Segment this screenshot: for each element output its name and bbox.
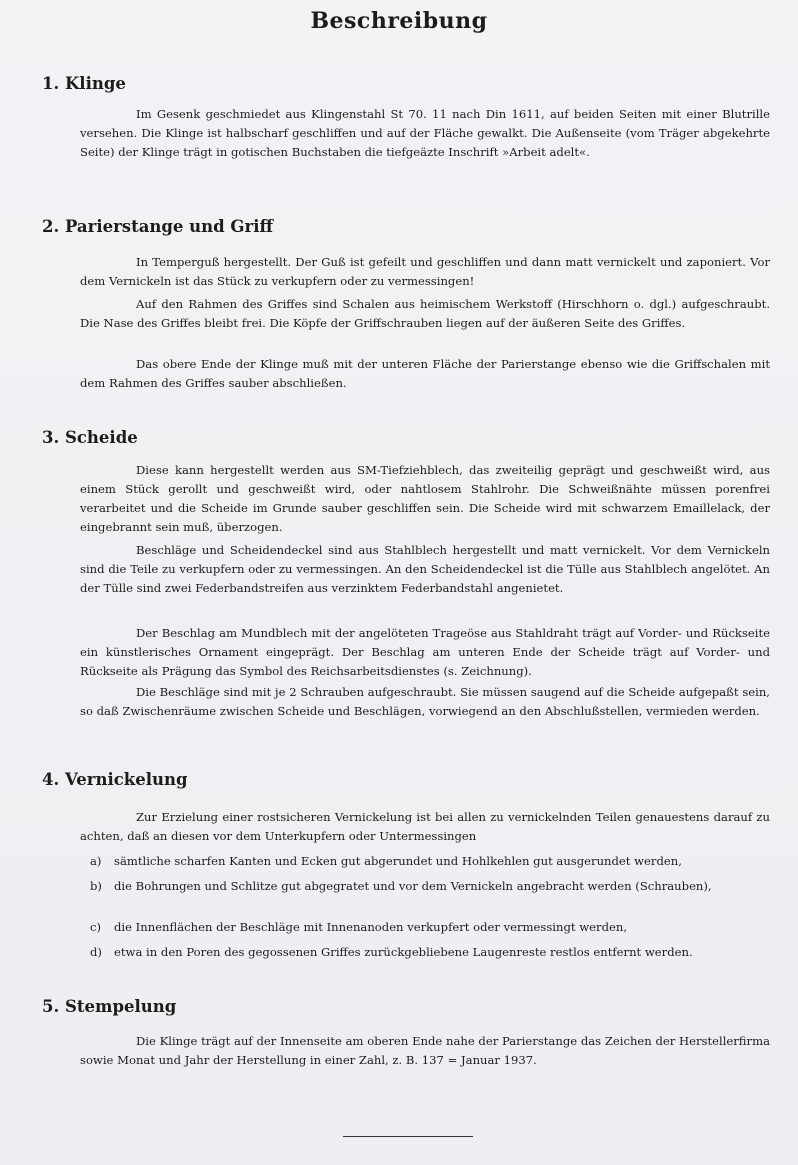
paragraph: Das obere Ende der Klinge muß mit der unteren Fläche der Parierstange ebenso wie die Griffschalen mit dem Rahmen des Griffes sauber abschließen. — [80, 357, 770, 390]
paragraph: Die Beschläge sind mit je 2 Schrauben aufgeschraubt. Sie müssen saugend auf die Scheide aufgepaßt sein, so daß Zwischenräume zwischen Scheide und Beschlägen, vorwiegend an den Abschlußstellen, vermieden werden. — [80, 685, 770, 718]
document-title: Beschreibung — [310, 8, 488, 34]
list-marker: a) — [90, 854, 102, 868]
section-heading-parierstange-und-griff: 2. Parierstange und Griff — [42, 217, 274, 236]
paragraph: Im Gesenk geschmiedet aus Klingenstahl St 70. 11 nach Din 1611, auf beiden Seiten mit einer Blutrille versehen. Die Klinge ist halbscharf geschliffen und auf der Fläche gewalkt. Die Außenseite (vom Träger abgekehrte Seite) der Klinge trägt in gotischen Buchstaben die tiefgeäzte Inschrift »Arbeit adelt«. — [80, 107, 770, 159]
section-heading-vernickelung: 4. Vernickelung — [42, 770, 188, 789]
list-item — [90, 943, 770, 962]
footer-rule — [343, 1136, 473, 1137]
list-item — [90, 877, 770, 896]
paragraph: Der Beschlag am Mundblech mit der angelöteten Trageöse aus Stahldraht trägt auf Vorder- und Rückseite ein künstlerisches Ornament eingeprägt. Der Beschlag am unteren Ende der Scheide trägt auf Vorder- und Rückseite als Prägung das Symbol des Reichsarbeitsdienstes (s. Zeichnung). — [80, 626, 770, 678]
list-marker: b) — [90, 879, 102, 893]
list-item — [90, 918, 770, 937]
section-heading-stempelung: 5. Stempelung — [42, 997, 177, 1016]
paragraph: Auf den Rahmen des Griffes sind Schalen aus heimischem Werkstoff (Hirschhorn o. dgl.) aufgeschraubt. Die Nase des Griffes bleibt frei. Die Köpfe der Griffschrauben liegen auf der äußeren Seite des Griffes. — [80, 297, 770, 330]
paragraph: Beschläge und Scheidendeckel sind aus Stahlblech hergestellt und matt vernickelt. Vor dem Vernickeln sind die Teile zu verkupfern oder zu vermessingen. An den Scheidendeckel ist die Tülle aus Stahlblech angelötet. An der Tülle sind zwei Federbandstreifen aus verzinktem Federbandstahl angenietet. — [80, 543, 770, 595]
list-marker: d) — [90, 945, 102, 959]
list-item-text: etwa in den Poren des gegossenen Griffes zurückgebliebene Laugenreste restlos entfernt werden. — [114, 945, 693, 959]
list-item-text: sämtliche scharfen Kanten und Ecken gut abgerundet und Hohlkehlen gut ausgerundet werden, — [114, 854, 682, 868]
section-heading-klinge: 1. Klinge — [42, 74, 126, 93]
list-item-text: die Bohrungen und Schlitze gut abgegratet und vor dem Vernickeln angebracht werden (Schrauben), — [114, 879, 712, 893]
paragraph: Zur Erzielung einer rostsicheren Vernickelung ist bei allen zu vernickelnden Teilen genauestens darauf zu achten, daß an diesen vor dem Unterkupfern oder Untermessingen — [80, 810, 770, 843]
paragraph: In Temperguß hergestellt. Der Guß ist gefeilt und geschliffen und dann matt vernickelt und zaponiert. Vor dem Vernickeln ist das Stück zu verkupfern oder zu vermessingen! — [80, 255, 770, 288]
paragraph: Diese kann hergestellt werden aus SM-Tiefziehblech, das zweiteilig geprägt und geschweißt wird, aus einem Stück gerollt und geschweißt wird, oder nahtlosem Stahlrohr. Die Schweißnähte müssen porenfrei verarbeitet und die Scheide im Grunde sauber geschliffen sein. Die Scheide wird mit schwarzem Emaillelack, der eingebrannt sein muß, überzogen. — [80, 463, 770, 534]
list-item — [90, 852, 770, 871]
list-marker: c) — [90, 920, 102, 934]
paragraph: Die Klinge trägt auf der Innenseite am oberen Ende nahe der Parierstange das Zeichen der Herstellerfirma sowie Monat und Jahr der Herstellung in einer Zahl, z. B. 137 = Januar 1937. — [80, 1034, 770, 1067]
section-heading-scheide: 3. Scheide — [42, 428, 138, 447]
list-item-text: die Innenflächen der Beschläge mit Innenanoden verkupfert oder vermessingt werden, — [114, 920, 628, 934]
